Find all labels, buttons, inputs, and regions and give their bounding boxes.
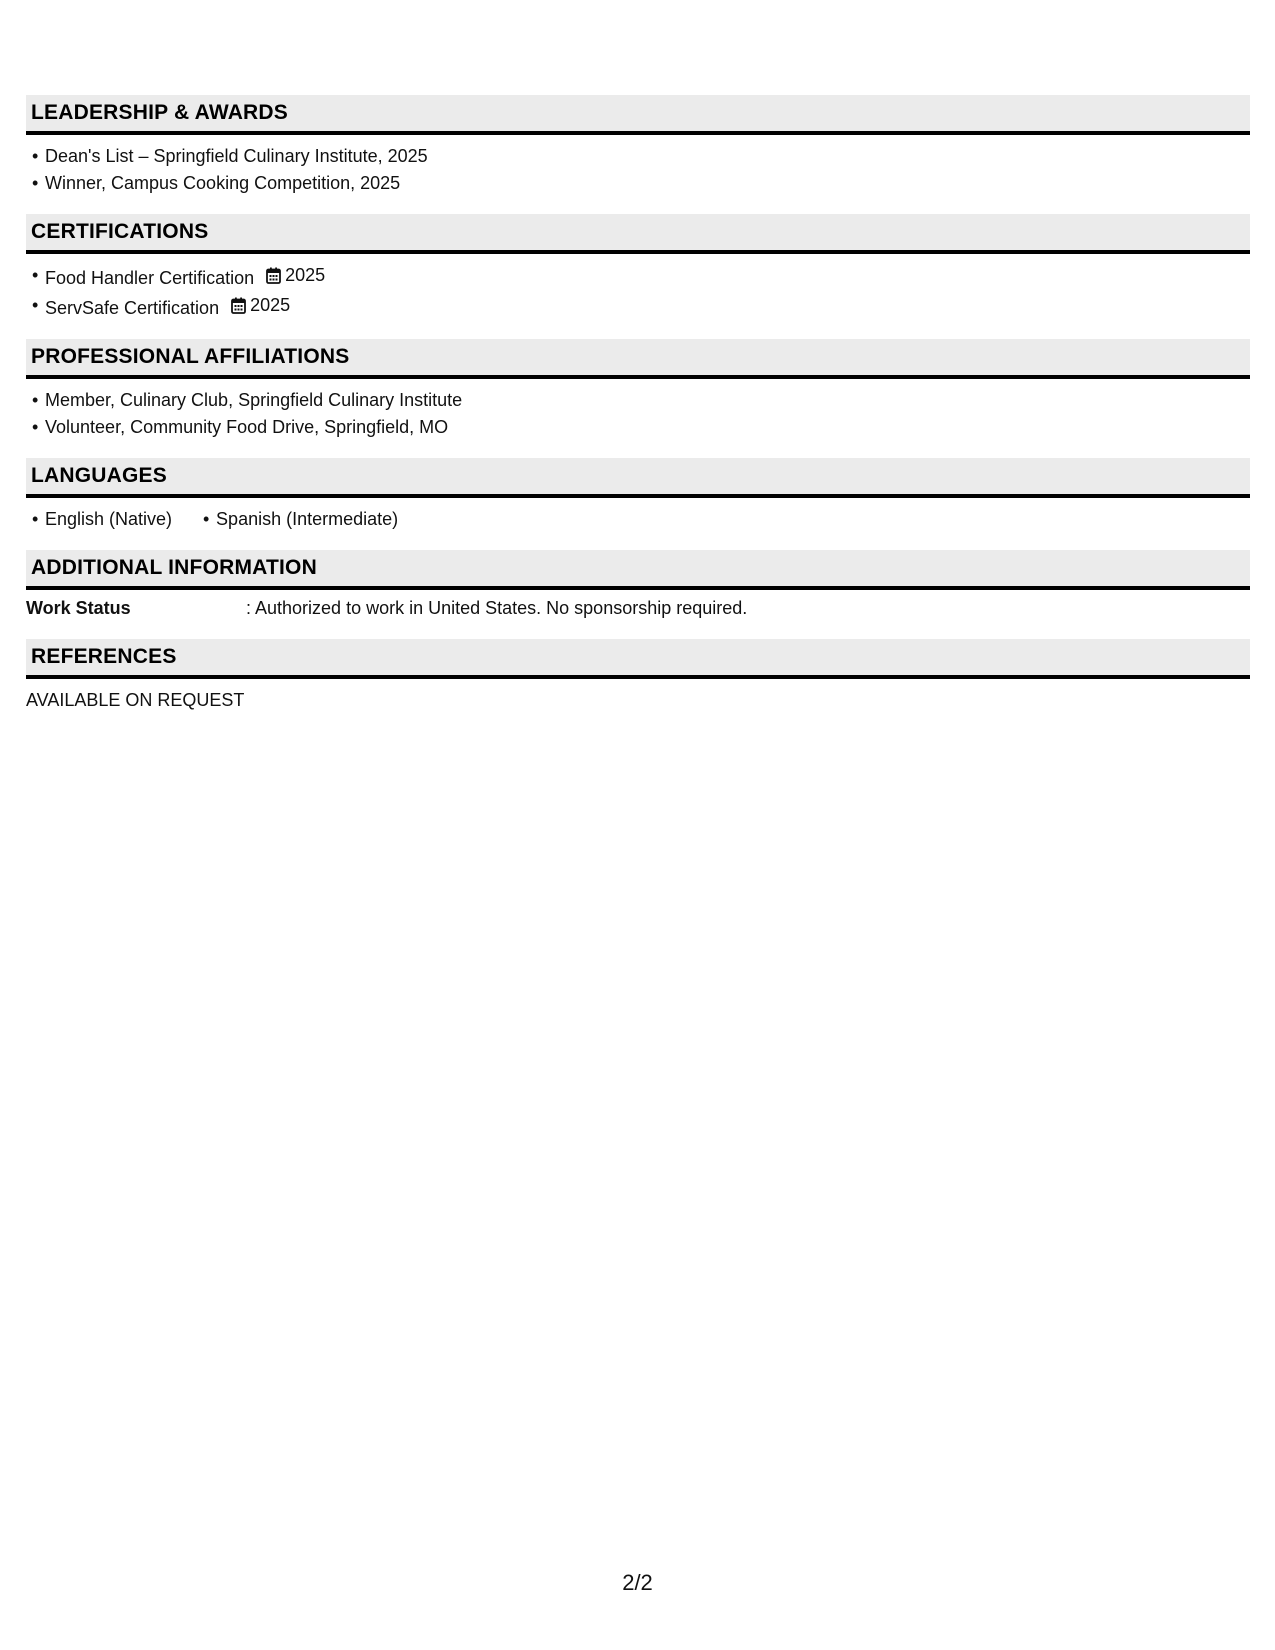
section-title: ADDITIONAL INFORMATION <box>31 556 317 579</box>
section-title: LANGUAGES <box>31 464 167 487</box>
section-header <box>26 95 1250 135</box>
award-list <box>26 143 1250 197</box>
date-text: 2025 <box>250 295 291 315</box>
section-title: CERTIFICATIONS <box>31 220 209 243</box>
section-certifications <box>26 214 1250 322</box>
language-text: Spanish (Intermediate) <box>216 509 399 529</box>
list-item <box>32 506 173 533</box>
certification-name: ServSafe Certification <box>45 298 220 318</box>
section-header <box>26 639 1250 679</box>
section-languages <box>26 458 1250 533</box>
section-title: REFERENCES <box>31 645 177 668</box>
bullet-icon: • <box>32 265 39 285</box>
list-item <box>32 387 1250 414</box>
section-additional-information <box>26 550 1250 622</box>
section-header <box>26 458 1250 498</box>
resume-page <box>26 95 1250 731</box>
affiliation-text: Member, Culinary Club, Springfield Culinary Institute <box>45 390 463 410</box>
calendar-icon <box>266 267 281 284</box>
certification-list <box>26 262 1250 322</box>
affiliation-list <box>26 387 1250 441</box>
language-list <box>26 506 1250 533</box>
bullet-icon: • <box>32 417 39 437</box>
list-item <box>32 292 1250 322</box>
page-number: 2/2 <box>622 1570 653 1595</box>
section-leadership-awards <box>26 95 1250 197</box>
section-header <box>26 550 1250 590</box>
work-status-row <box>26 595 1250 622</box>
bullet-icon: • <box>203 509 210 529</box>
section-header <box>26 339 1250 379</box>
certification-date <box>231 292 290 319</box>
list-item <box>32 262 1250 292</box>
section-professional-affiliations <box>26 339 1250 441</box>
certification-date <box>266 262 325 289</box>
section-title: LEADERSHIP & AWARDS <box>31 101 288 124</box>
bullet-icon: • <box>32 173 39 193</box>
bullet-icon: • <box>32 390 39 410</box>
award-text: Winner, Campus Cooking Competition, 2025 <box>45 173 401 193</box>
award-text: Dean's List – Springfield Culinary Institute, 2025 <box>45 146 428 166</box>
bullet-icon: • <box>32 509 39 529</box>
bullet-icon: • <box>32 295 39 315</box>
date-text: 2025 <box>285 265 326 285</box>
work-status-label: Work Status <box>26 598 131 618</box>
section-references <box>26 639 1250 714</box>
list-item <box>32 170 1250 197</box>
references-text: AVAILABLE ON REQUEST <box>26 690 245 710</box>
affiliation-text: Volunteer, Community Food Drive, Springfield, MO <box>45 417 449 437</box>
bullet-icon: • <box>32 146 39 166</box>
calendar-icon <box>231 297 246 314</box>
list-item <box>32 414 1250 441</box>
list-item <box>203 506 399 533</box>
work-status-value: : Authorized to work in United States. No sponsorship required. <box>246 598 748 618</box>
list-item <box>32 143 1250 170</box>
language-text: English (Native) <box>45 509 173 529</box>
certification-name: Food Handler Certification <box>45 268 255 288</box>
section-header <box>26 214 1250 254</box>
section-title: PROFESSIONAL AFFILIATIONS <box>31 345 350 368</box>
